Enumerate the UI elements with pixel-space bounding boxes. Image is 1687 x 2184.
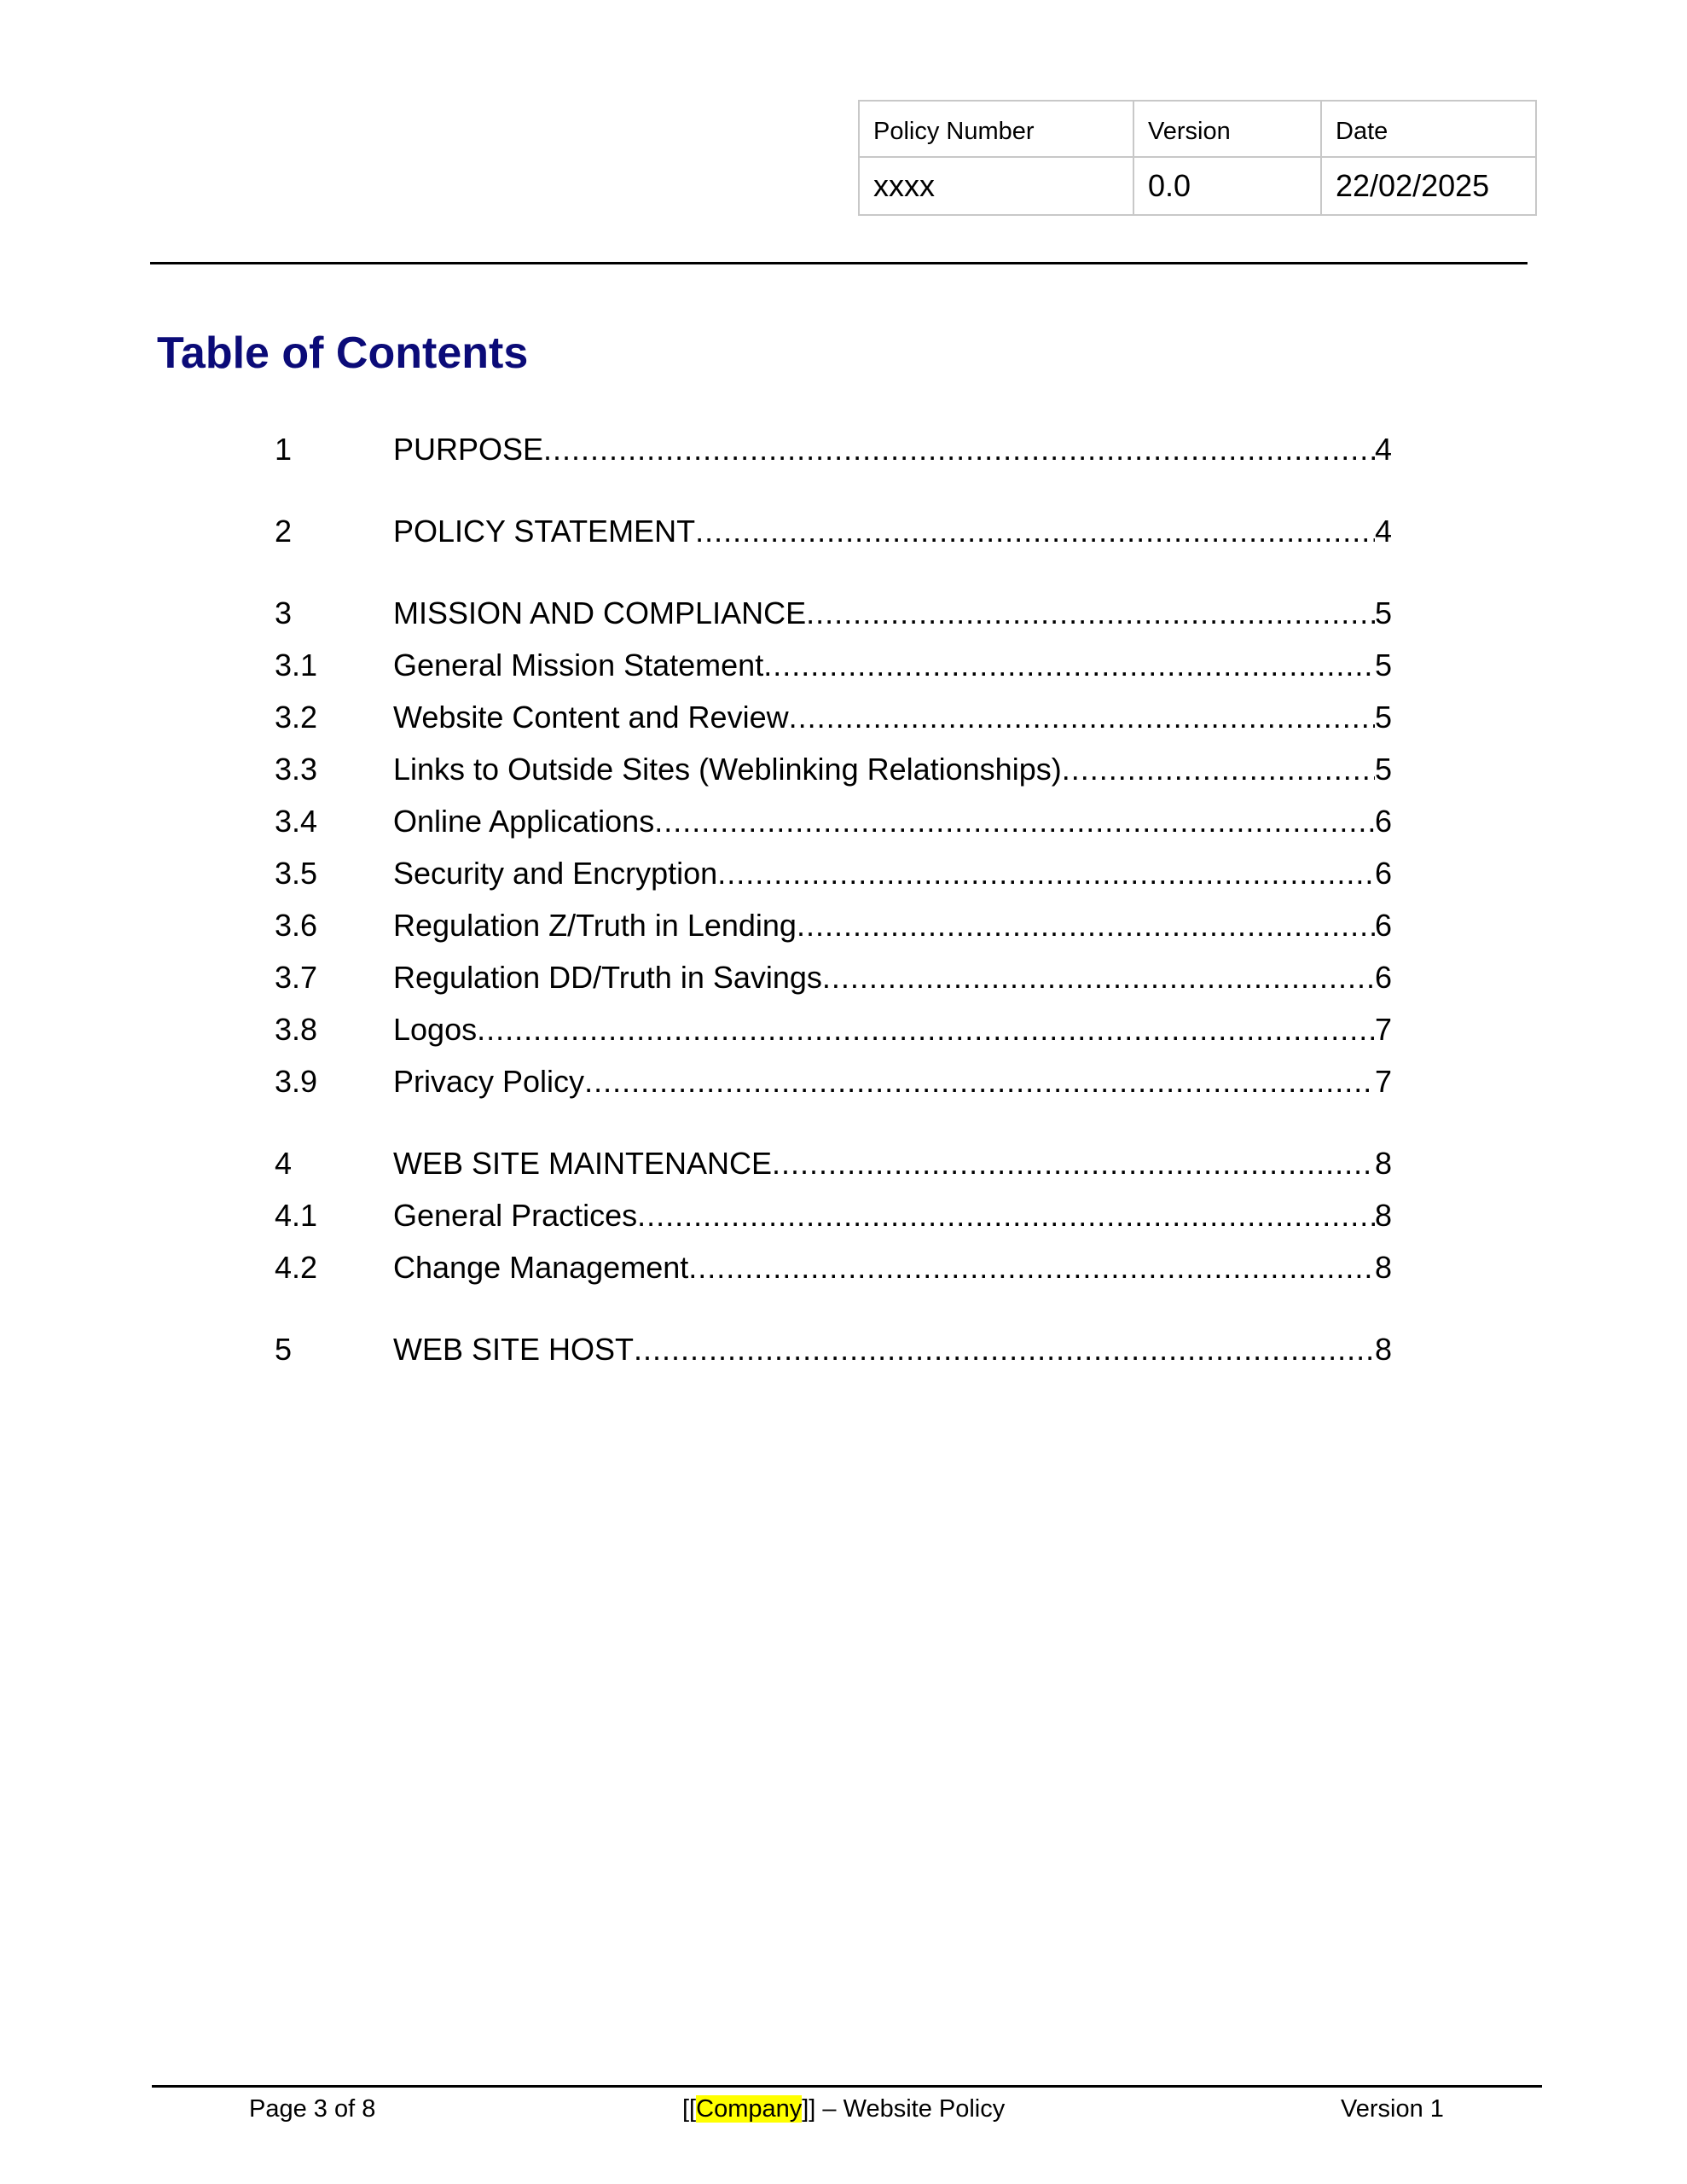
toc-entry-page: 5 bbox=[1374, 648, 1392, 682]
toc-leader-dots bbox=[717, 854, 1375, 893]
toc-leader-dots bbox=[797, 906, 1375, 945]
toc-leader-dots bbox=[789, 698, 1375, 737]
toc-entry-number: 3.2 bbox=[275, 700, 318, 735]
toc-entry-number: 4 bbox=[275, 1146, 293, 1181]
toc-entry-page: 6 bbox=[1374, 804, 1392, 839]
toc-entry-page: 7 bbox=[1374, 1012, 1392, 1047]
toc-entry-label: General Practices bbox=[393, 1198, 638, 1233]
footer-document-title bbox=[682, 2092, 1005, 2126]
toc-entry-page: 8 bbox=[1374, 1198, 1392, 1233]
toc-leader-dots bbox=[772, 1144, 1375, 1183]
toc-entry-number: 2 bbox=[275, 514, 293, 549]
toc-leader-dots bbox=[688, 1248, 1375, 1287]
toc-entry-label: Online Applications bbox=[393, 804, 655, 839]
toc-entry[interactable] bbox=[275, 802, 1392, 841]
company-placeholder: Company bbox=[696, 2095, 803, 2123]
toc-entry-page: 5 bbox=[1374, 700, 1392, 735]
toc-entry[interactable] bbox=[275, 1196, 1392, 1235]
date-header: Date bbox=[1321, 101, 1536, 157]
toc-entry-number: 3.6 bbox=[275, 908, 318, 943]
toc-entry-label: WEB SITE MAINTENANCE bbox=[393, 1146, 773, 1181]
policy-number-value: xxxx bbox=[859, 157, 1133, 215]
policy-info-value-row bbox=[859, 157, 1536, 215]
toc-entry-page: 6 bbox=[1374, 856, 1392, 891]
footer-title-suffix: ]] – Website Policy bbox=[802, 2095, 1006, 2123]
footer-page-number: Page 3 of 8 bbox=[249, 2095, 376, 2123]
toc-entry-number: 3.5 bbox=[275, 856, 318, 891]
toc-leader-dots bbox=[763, 646, 1375, 685]
toc-entry-label: Security and Encryption bbox=[393, 856, 718, 891]
toc-entry-label: Privacy Policy bbox=[393, 1064, 585, 1099]
toc-leader-dots bbox=[1062, 750, 1375, 789]
toc-entry-number: 4.2 bbox=[275, 1250, 318, 1285]
toc-entry-page: 4 bbox=[1374, 514, 1392, 549]
toc-entry-number: 3.1 bbox=[275, 648, 318, 682]
date-value: 22/02/2025 bbox=[1321, 157, 1536, 215]
toc-entry[interactable] bbox=[275, 698, 1392, 737]
toc-entry-label: Regulation DD/Truth in Savings bbox=[393, 960, 822, 995]
toc-entry-label: MISSION AND COMPLIANCE bbox=[393, 595, 807, 630]
toc-entry-page: 4 bbox=[1374, 432, 1392, 467]
toc-entry-page: 7 bbox=[1374, 1064, 1392, 1099]
toc-entry-number: 3.8 bbox=[275, 1012, 318, 1047]
footer-title-prefix: [[ bbox=[682, 2095, 697, 2123]
toc-entry-page: 5 bbox=[1374, 595, 1392, 630]
toc-entry[interactable] bbox=[275, 958, 1392, 997]
toc-entry-page: 6 bbox=[1374, 960, 1392, 995]
toc-entry[interactable] bbox=[275, 854, 1392, 893]
toc-entry[interactable] bbox=[275, 1010, 1392, 1049]
toc-entry-page: 8 bbox=[1374, 1250, 1392, 1285]
toc-entry-page: 8 bbox=[1374, 1146, 1392, 1181]
toc-entry-page: 8 bbox=[1374, 1332, 1392, 1367]
toc-entry[interactable] bbox=[275, 646, 1392, 685]
toc-entry-page: 5 bbox=[1374, 752, 1392, 787]
footer-divider bbox=[152, 2085, 1542, 2088]
toc-entry-number: 3.4 bbox=[275, 804, 318, 839]
toc-entry-number: 1 bbox=[275, 432, 293, 467]
toc-entry-label: Regulation Z/Truth in Lending bbox=[393, 908, 797, 943]
header-divider bbox=[150, 262, 1528, 264]
toc-entry-label: General Mission Statement bbox=[393, 648, 764, 682]
policy-number-header: Policy Number bbox=[859, 101, 1133, 157]
toc-entry[interactable] bbox=[275, 430, 1392, 469]
toc-entry[interactable] bbox=[275, 1248, 1392, 1287]
toc-leader-dots bbox=[806, 594, 1375, 633]
footer-version: Version 1 bbox=[1341, 2095, 1444, 2123]
policy-info-table bbox=[858, 100, 1537, 216]
toc-leader-dots bbox=[654, 802, 1375, 841]
toc-entry-number: 3.3 bbox=[275, 752, 318, 787]
toc-entry-number: 3.9 bbox=[275, 1064, 318, 1099]
toc-entry-label: WEB SITE HOST bbox=[393, 1332, 635, 1367]
toc-entry[interactable] bbox=[275, 1062, 1392, 1101]
toc-entry[interactable] bbox=[275, 1330, 1392, 1369]
toc-entry-label: POLICY STATEMENT bbox=[393, 514, 696, 549]
toc-entry[interactable] bbox=[275, 906, 1392, 945]
toc-entry[interactable] bbox=[275, 594, 1392, 633]
toc-entry-page: 6 bbox=[1374, 908, 1392, 943]
toc-entry[interactable] bbox=[275, 512, 1392, 551]
toc-leader-dots bbox=[634, 1330, 1375, 1369]
toc-leader-dots bbox=[477, 1010, 1375, 1049]
toc-leader-dots bbox=[543, 430, 1375, 469]
toc-leader-dots bbox=[637, 1196, 1375, 1235]
version-value: 0.0 bbox=[1133, 157, 1321, 215]
toc-entry-label: PURPOSE bbox=[393, 432, 544, 467]
toc-entry-number: 3 bbox=[275, 595, 293, 630]
version-header: Version bbox=[1133, 101, 1321, 157]
toc-entry-number: 4.1 bbox=[275, 1198, 318, 1233]
toc-entry[interactable] bbox=[275, 750, 1392, 789]
toc-leader-dots bbox=[695, 512, 1375, 551]
toc-leader-dots bbox=[584, 1062, 1375, 1101]
toc-entry-label: Website Content and Review bbox=[393, 700, 789, 735]
toc-entry[interactable] bbox=[275, 1144, 1392, 1183]
policy-info-header-row bbox=[859, 101, 1536, 157]
toc-entry-number: 5 bbox=[275, 1332, 293, 1367]
toc-entry-label: Links to Outside Sites (Weblinking Relationships) bbox=[393, 752, 1062, 787]
toc-title: Table of Contents bbox=[157, 328, 529, 378]
toc-entry-number: 3.7 bbox=[275, 960, 318, 995]
toc-leader-dots bbox=[822, 958, 1375, 997]
toc-entry-label: Logos bbox=[393, 1012, 478, 1047]
toc-entry-label: Change Management bbox=[393, 1250, 689, 1285]
